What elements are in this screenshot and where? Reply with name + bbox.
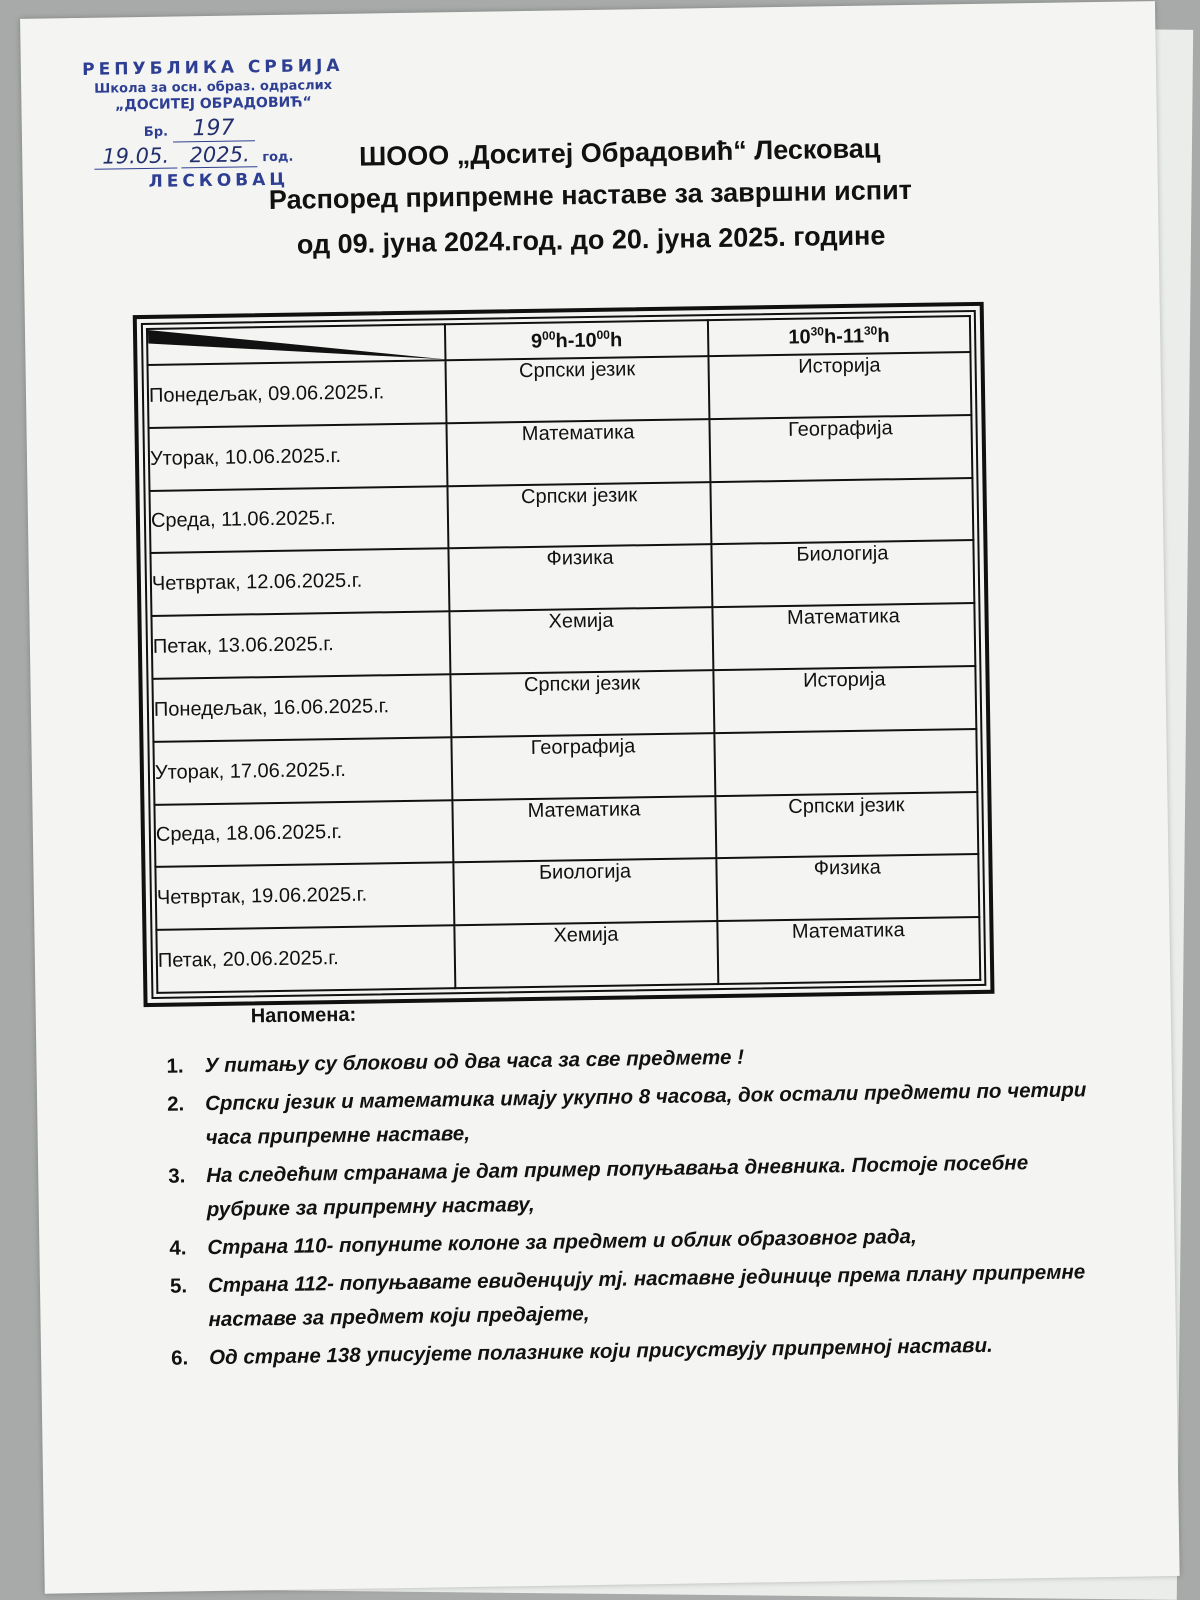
note-text: Српски језик и математика имају укупно 8 часова, док остали предмети по четири часа припремне наставе, xyxy=(204,1078,1087,1150)
note-number: 2. xyxy=(166,1092,185,1116)
notes-heading: Напомена: xyxy=(250,1003,357,1028)
stamp-number-line xyxy=(74,114,354,143)
header-time-slot-2: $10^{30}h-11^{30}h$ xyxy=(708,316,971,356)
subject-cell-slot-1: Српски језик xyxy=(448,482,711,549)
subject-cell-slot-1: Хемија xyxy=(450,607,713,674)
subject-cell-slot-1: Физика xyxy=(449,545,712,612)
header-diagonal-cell xyxy=(147,324,446,365)
note-text: У питању су блокови од два часа за све предмете ! xyxy=(204,1045,745,1078)
list-item xyxy=(167,1073,1088,1155)
table-row xyxy=(156,917,980,993)
note-text: На следећим странама је дат пример попуњавања дневника. Постоје посебне рубрике за припремну наставу, xyxy=(206,1151,1029,1222)
stamp-number-value: 197 xyxy=(172,115,254,142)
stamp-country: РЕПУБЛИКА СРБИЈА xyxy=(82,55,344,80)
subject-cell-slot-2: Српски језик xyxy=(715,792,978,859)
day-cell: Петак, 20.06.2025.г. xyxy=(156,925,455,993)
notes-list xyxy=(166,1035,1091,1379)
stamp-date-year: 2025. xyxy=(181,142,258,168)
diagonal-line xyxy=(148,325,445,364)
header-time-slot-1: $9^{00}h-10^{00}h$ xyxy=(445,320,708,360)
note-text: Страна 112- попуњавате евиденцију тј. наставне јединице према плану припремне наставе за предмет који предајете, xyxy=(207,1260,1086,1332)
day-cell: Четвртак, 19.06.2025.г. xyxy=(155,863,454,930)
subject-cell-slot-2: Математика xyxy=(712,603,975,670)
stamp-school-type: Школа за осн. образ. одраслих xyxy=(94,78,333,97)
subject-cell-slot-2: Физика xyxy=(716,854,979,921)
subject-cell-slot-1: Хемија xyxy=(455,921,718,988)
day-cell: Уторак, 10.06.2025.г. xyxy=(149,423,448,490)
subject-cell-slot-2 xyxy=(714,729,977,796)
subject-cell-slot-1: Биологија xyxy=(454,858,717,925)
stamp-city: ЛЕСКОВАЦ xyxy=(148,169,290,192)
school-title: ШООО „Доситеј Обрадовић“ Лесковац xyxy=(358,133,881,172)
day-cell: Среда, 11.06.2025.г. xyxy=(149,486,448,553)
day-cell: Понедељак, 09.06.2025.г. xyxy=(148,360,447,427)
schedule-table xyxy=(146,315,981,994)
subject-cell-slot-2: Математика xyxy=(717,917,980,984)
subject-cell-slot-2 xyxy=(710,478,973,545)
stamp-school-name: „ДОСИТЕЈ ОБРАДОВИЋ“ xyxy=(114,94,312,114)
stamp-number-label: Бр. xyxy=(143,124,169,140)
day-cell: Понедељак, 16.06.2025.г. xyxy=(152,674,451,741)
note-number: 5. xyxy=(169,1274,188,1298)
document-page xyxy=(20,1,1180,1594)
subject-cell-slot-1: Географија xyxy=(452,733,715,800)
note-text: Страна 110- попуните колоне за предмет и облик образовног рада, xyxy=(207,1224,917,1260)
subject-cell-slot-2: Историја xyxy=(708,352,971,419)
list-item xyxy=(168,1145,1089,1227)
subject-cell-slot-2: Биологија xyxy=(711,540,974,607)
note-number: 4. xyxy=(169,1236,187,1260)
subject-cell-slot-1: Математика xyxy=(447,419,710,486)
stamp-date-day: 19.05. xyxy=(94,143,177,169)
subject-cell-slot-1: Математика xyxy=(453,796,716,863)
schedule-table-frame xyxy=(133,302,995,1007)
subject-cell-slot-1: Српски језик xyxy=(451,670,714,737)
note-number: 6. xyxy=(170,1346,189,1370)
note-text: Од стране 138 уписујете полазнике који присуствују припремној настави. xyxy=(208,1333,993,1370)
day-cell: Уторак, 17.06.2025.г. xyxy=(153,737,452,804)
subject-cell-slot-2: Географија xyxy=(709,415,972,482)
subject-cell-slot-1: Српски језик xyxy=(446,356,709,423)
list-item xyxy=(170,1255,1091,1337)
schedule-title: Распоред припремне наставе за завршни испит xyxy=(268,174,913,216)
schedule-period: од 09. јуна 2024.год. до 20. јуна 2025. године xyxy=(296,220,886,260)
subject-cell-slot-2: Историја xyxy=(713,666,976,733)
note-number: 3. xyxy=(168,1164,186,1188)
day-cell: Четвртак, 12.06.2025.г. xyxy=(150,549,449,616)
day-cell: Среда, 18.06.2025.г. xyxy=(154,800,453,867)
day-cell: Петак, 13.06.2025.г. xyxy=(151,611,450,678)
stamp-date-suffix: год. xyxy=(262,149,294,166)
note-number: 1. xyxy=(166,1054,184,1078)
